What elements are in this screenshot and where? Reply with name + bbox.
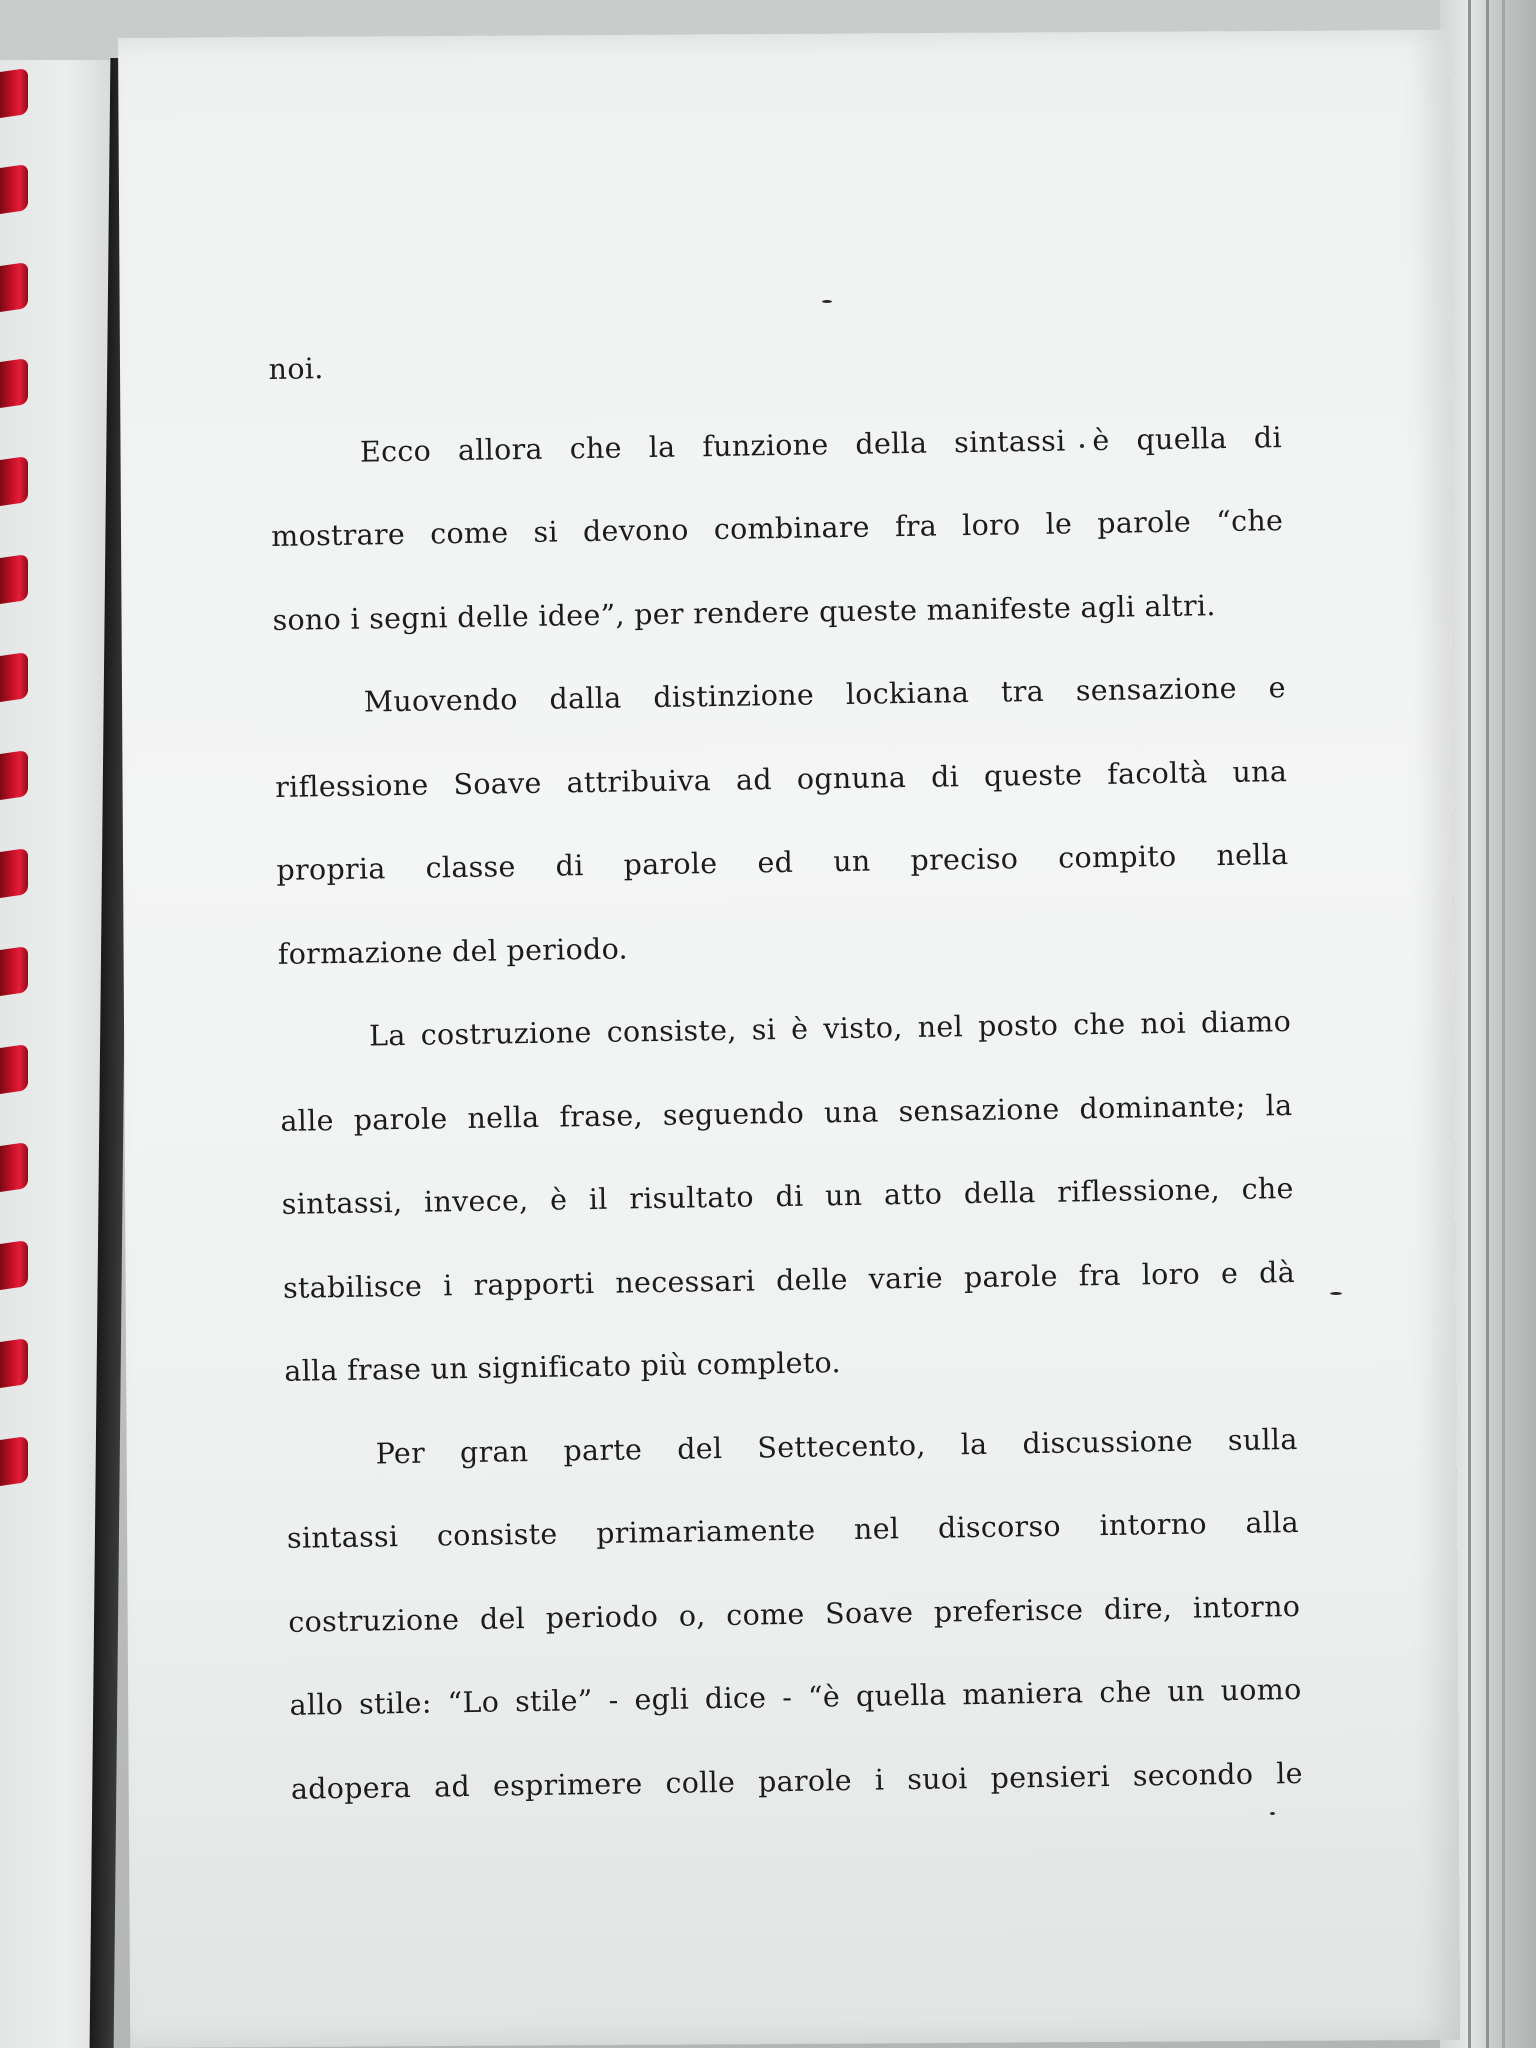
text-line: Muovendo dalla distinzione lockiana tra sensazione e bbox=[363, 671, 1287, 719]
text-line: sono i segni delle idee”, per rendere queste manifeste agli altri. bbox=[272, 588, 1216, 637]
spiral-binding bbox=[0, 70, 34, 1570]
body-text bbox=[268, 312, 1303, 1831]
text-line: Ecco allora che la funzione della sintassi è quella di bbox=[359, 420, 1283, 469]
text-line: stabilisce i rapporti necessari delle varie parole fra loro e dà bbox=[282, 1255, 1296, 1305]
text-line: riflessione Soave attribuiva ad ognuna di queste facoltà una bbox=[274, 754, 1288, 804]
dust-speck bbox=[1330, 1292, 1342, 1295]
text-line: alla frase un significato più completo. bbox=[284, 1346, 842, 1388]
text-line: sintassi, invece, è il risultato di un atto della riflessione, che bbox=[281, 1171, 1294, 1221]
text-line: costruzione del periodo o, come Soave preferisce dire, intorno bbox=[288, 1589, 1301, 1639]
text-line: adopera ad esprimere colle parole i suoi pensieri secondo le bbox=[290, 1756, 1304, 1806]
text-line: mostrare come si devono combinare fra loro le parole “che bbox=[271, 504, 1284, 553]
text-line: noi. bbox=[268, 352, 324, 386]
text-line: Per gran parte del Settecento, la discussione sulla bbox=[375, 1422, 1298, 1470]
text-line: La costruzione consiste, si è visto, nel posto che noi diamo bbox=[368, 1005, 1292, 1053]
text-line: formazione del periodo. bbox=[277, 931, 629, 971]
text-line: allo stile: “Lo stile” - egli dice - “è quella maniera che un uomo bbox=[289, 1672, 1302, 1722]
dust-speck bbox=[822, 300, 832, 303]
text-line: propria classe di parole ed un preciso compito nella bbox=[276, 838, 1289, 887]
text-line: alle parole nella frase, seguendo una sensazione dominante; la bbox=[280, 1088, 1293, 1138]
text-line: sintassi consiste primariamente nel discorso intorno alla bbox=[286, 1505, 1300, 1555]
